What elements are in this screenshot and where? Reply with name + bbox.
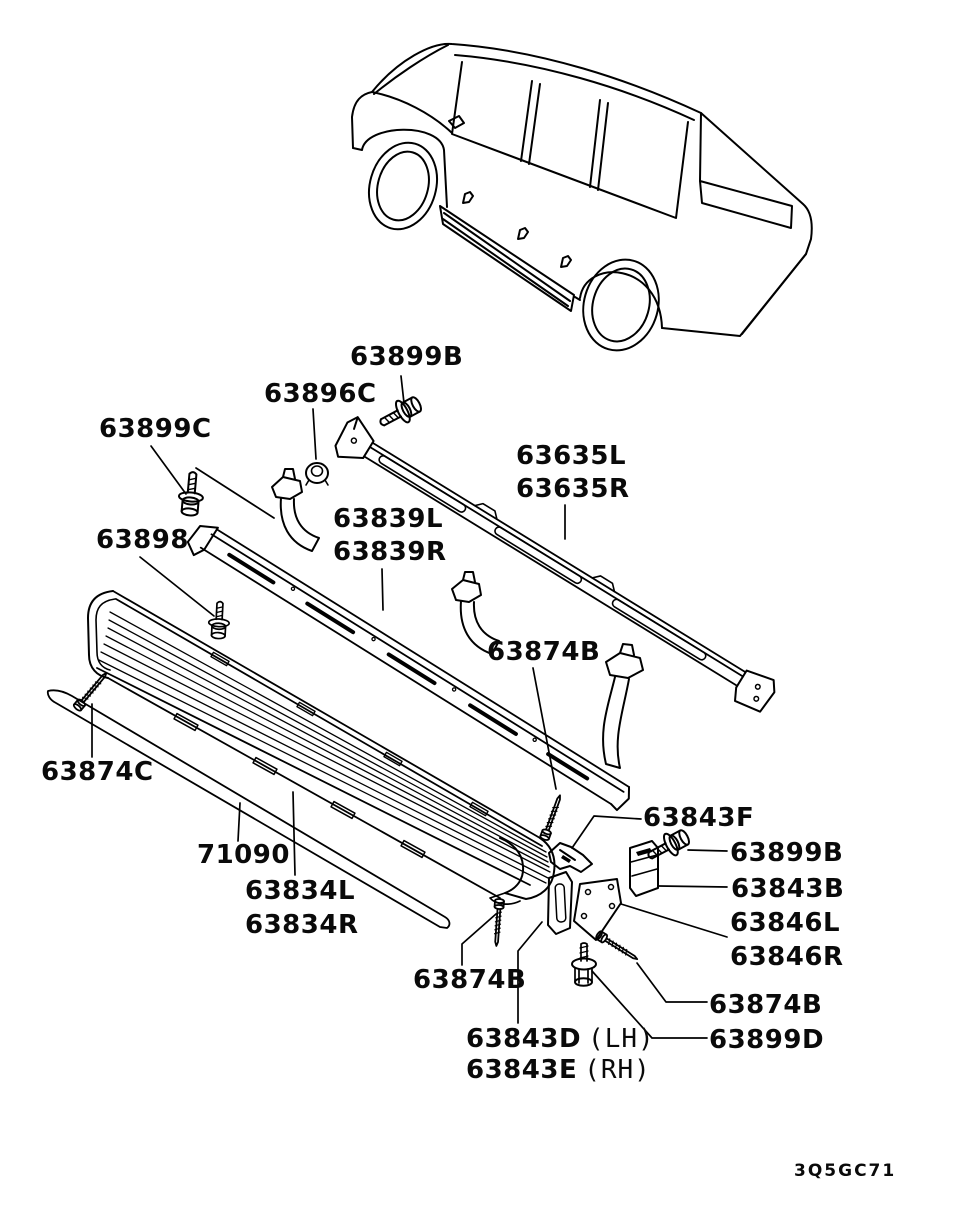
part-label-63635r: 63635R xyxy=(516,474,630,504)
drawing-screw-63899c xyxy=(177,471,205,516)
part-label-63896c: 63896C xyxy=(264,379,377,409)
diagram-code: 3Q5GC71 xyxy=(794,1161,897,1181)
leader-lines xyxy=(92,376,727,1038)
part-label-71090: 71090 xyxy=(197,840,290,870)
part-label-63899c: 63899C xyxy=(99,414,212,444)
drawing-screw-63874b-bottom-right xyxy=(595,930,640,963)
part-label-63899b-top: 63899B xyxy=(350,342,464,372)
part-label-63839l: 63839L xyxy=(333,504,444,534)
vehicle-illustration xyxy=(352,44,812,360)
drawing-screw-63874b-mid xyxy=(540,794,565,841)
drawing-bolt-63899b-top xyxy=(375,392,425,434)
drawing-plate-63846 xyxy=(574,879,621,940)
part-label-63874b-mid: 63874B xyxy=(487,637,601,667)
part-label-63874b-bottom-left: 63874B xyxy=(413,965,527,995)
drawing-screw-63898 xyxy=(208,601,230,639)
drawing-stud-63899d xyxy=(572,943,596,986)
part-label-63843e-rh xyxy=(466,1057,651,1083)
part-label-63843b: 63843B xyxy=(731,874,845,904)
part-number: 63843E xyxy=(466,1055,578,1085)
part-label-63846l: 63846L xyxy=(730,908,841,938)
drawing-bracket-63843f xyxy=(549,843,592,872)
part-label-63899d: 63899D xyxy=(709,1025,825,1055)
part-label-63899b-right: 63899B xyxy=(730,838,844,868)
part-label-63635l: 63635L xyxy=(516,441,627,471)
part-label-63834r: 63834R xyxy=(245,910,359,940)
part-label-63846r: 63846R xyxy=(730,942,844,972)
drawing-grommet-63896c xyxy=(306,463,328,485)
drawing-screw-63874b-bottom-left xyxy=(492,899,504,947)
part-number: 63843D xyxy=(466,1024,582,1054)
part-label-63839r: 63839R xyxy=(333,537,447,567)
part-label-63874b-bottom-right: 63874B xyxy=(709,990,823,1020)
side-indicator-rh: (RH) xyxy=(584,1055,651,1085)
side-indicator-lh: (LH) xyxy=(588,1024,655,1054)
part-label-63834l: 63834L xyxy=(245,876,356,906)
part-label-63843f: 63843F xyxy=(643,803,755,833)
part-label-63874c: 63874C xyxy=(41,757,154,787)
part-label-63843d-lh xyxy=(466,1026,655,1052)
part-label-63898: 63898 xyxy=(96,525,189,555)
